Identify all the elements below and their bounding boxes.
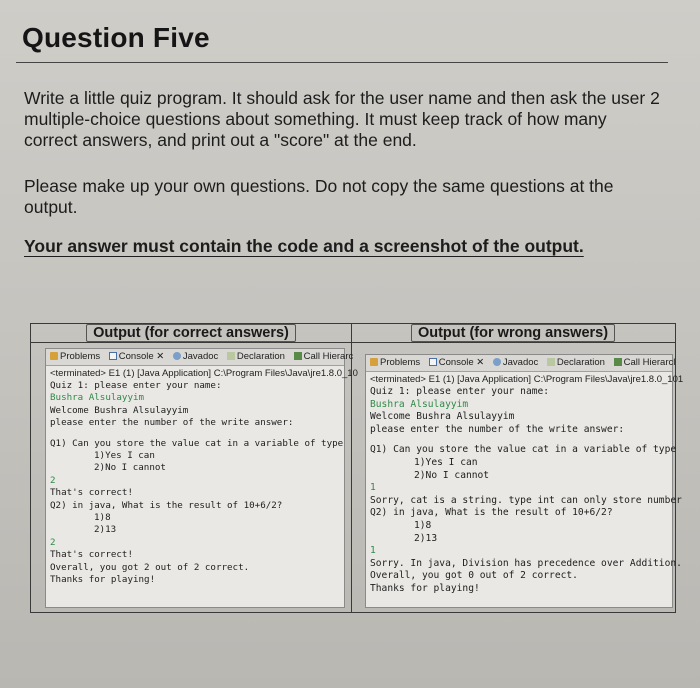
declaration-icon: [227, 352, 235, 360]
correct-output-screenshot: [45, 348, 358, 608]
wrong-output-screenshot: [365, 354, 684, 608]
originality-note: Please make up your own questions. Do not copy the same questions at the output.: [24, 176, 614, 217]
wrong-answers-header: Output (for wrong answers): [351, 324, 675, 343]
console-line: 2)No I cannot: [414, 469, 490, 481]
correct-answers-column: [31, 324, 358, 612]
console-line: 1)Yes I can: [94, 450, 155, 462]
call-hierarchy-icon: [294, 352, 302, 360]
tab-console: Console ✕: [109, 349, 164, 365]
console-line: Thanks for playing!: [50, 574, 156, 586]
javadoc-icon: [173, 352, 181, 360]
console-line: Overall, you got 0 out of 2 correct.: [370, 570, 578, 582]
console-line: 1)Yes I can: [414, 456, 478, 468]
console-line: Overall, you got 2 out of 2 correct.: [50, 561, 250, 573]
instructions-paragraph: Write a little quiz program. It should ask for the user name and then ask the user 2 multiple-choice questions about something. It must keep track of how many correct answers, and print out a "score" at the end.: [24, 88, 660, 150]
declaration-icon: [547, 358, 555, 366]
tab-javadoc: Javadoc: [493, 355, 538, 371]
javadoc-icon: [493, 358, 501, 366]
console-line: 2)13: [94, 524, 117, 536]
call-hierarchy-icon: [614, 358, 622, 366]
console-line: please enter the number of the write answer:: [50, 417, 294, 429]
console-line-input: 2: [50, 536, 56, 548]
tab-javadoc: Javadoc: [173, 349, 218, 365]
tab-declaration: Declaration: [227, 349, 285, 365]
console-line: Sorry. In java, Division has precedence over Addition.: [370, 557, 682, 569]
console-line: 1)8: [414, 519, 432, 531]
console-line: That's correct!: [50, 487, 133, 499]
terminated-line: <terminated> E1 (1) [Java Application] C:\Program Files\Java\jre1.8.0_10: [50, 368, 358, 379]
tab-declaration: Declaration: [547, 355, 605, 371]
console-line: Welcome Bushra Alsulayyim: [370, 411, 515, 423]
problems-icon: [370, 358, 378, 366]
tab-problems: Problems: [50, 349, 100, 365]
console-line: Quiz 1: please enter your name:: [370, 386, 550, 397]
problems-icon: [50, 352, 58, 360]
answer-requirement: Your answer must contain the code and a screenshot of the output.: [24, 236, 584, 256]
console-line: Sorry, cat is a string. type int can only store number: [370, 494, 682, 506]
eclipse-view-tabs: [366, 355, 676, 372]
console-line: Q2) in java, What is the result of 10+6/2?: [50, 499, 283, 511]
console-output: [366, 386, 682, 596]
eclipse-view-tabs: [46, 349, 354, 366]
tab-call-hierarchy: Call Hierarc: [294, 349, 354, 365]
console-line: Thanks for playing!: [370, 582, 480, 594]
console-line-input: 2: [50, 474, 56, 486]
console-line: Quiz 1: please enter your name:: [50, 380, 222, 391]
console-line: please enter the number of the write answer:: [370, 423, 625, 435]
tab-problems: Problems: [370, 355, 420, 371]
console-line: Q1) Can you store the value cat in a variable of type: [50, 437, 344, 449]
console-line-input: Bushra Alsulayyim: [370, 398, 469, 410]
console-output: [46, 380, 344, 587]
output-table: [30, 323, 684, 613]
wrong-answers-column: [351, 324, 684, 612]
console-icon: [109, 352, 117, 360]
question-title: Question Five: [22, 22, 210, 53]
console-line: Q2) in java, What is the result of 10+6/2?: [370, 507, 613, 519]
tab-console: Console ✕: [429, 355, 484, 371]
console-line-input: 1: [370, 482, 376, 494]
console-icon: [429, 358, 437, 366]
tab-call-hierarchy: Call Hierarcl: [614, 355, 676, 371]
console-line-input: 1: [370, 545, 376, 557]
console-line: Q1) Can you store the value cat in a variable of type: [370, 444, 677, 456]
console-line-input: Bushra Alsulayyim: [50, 392, 145, 404]
console-line: 2)No I cannot: [94, 462, 166, 474]
console-line: That's correct!: [50, 549, 133, 561]
correct-answers-header: Output (for correct answers): [31, 324, 351, 343]
console-line: 2)13: [414, 532, 438, 544]
console-line: Welcome Bushra Alsulayyim: [50, 404, 189, 416]
title-divider: [16, 62, 668, 63]
terminated-line: <terminated> E1 (1) [Java Application] C:\Program Files\Java\jre1.8.0_101: [370, 374, 684, 385]
console-line: 1)8: [94, 512, 111, 524]
